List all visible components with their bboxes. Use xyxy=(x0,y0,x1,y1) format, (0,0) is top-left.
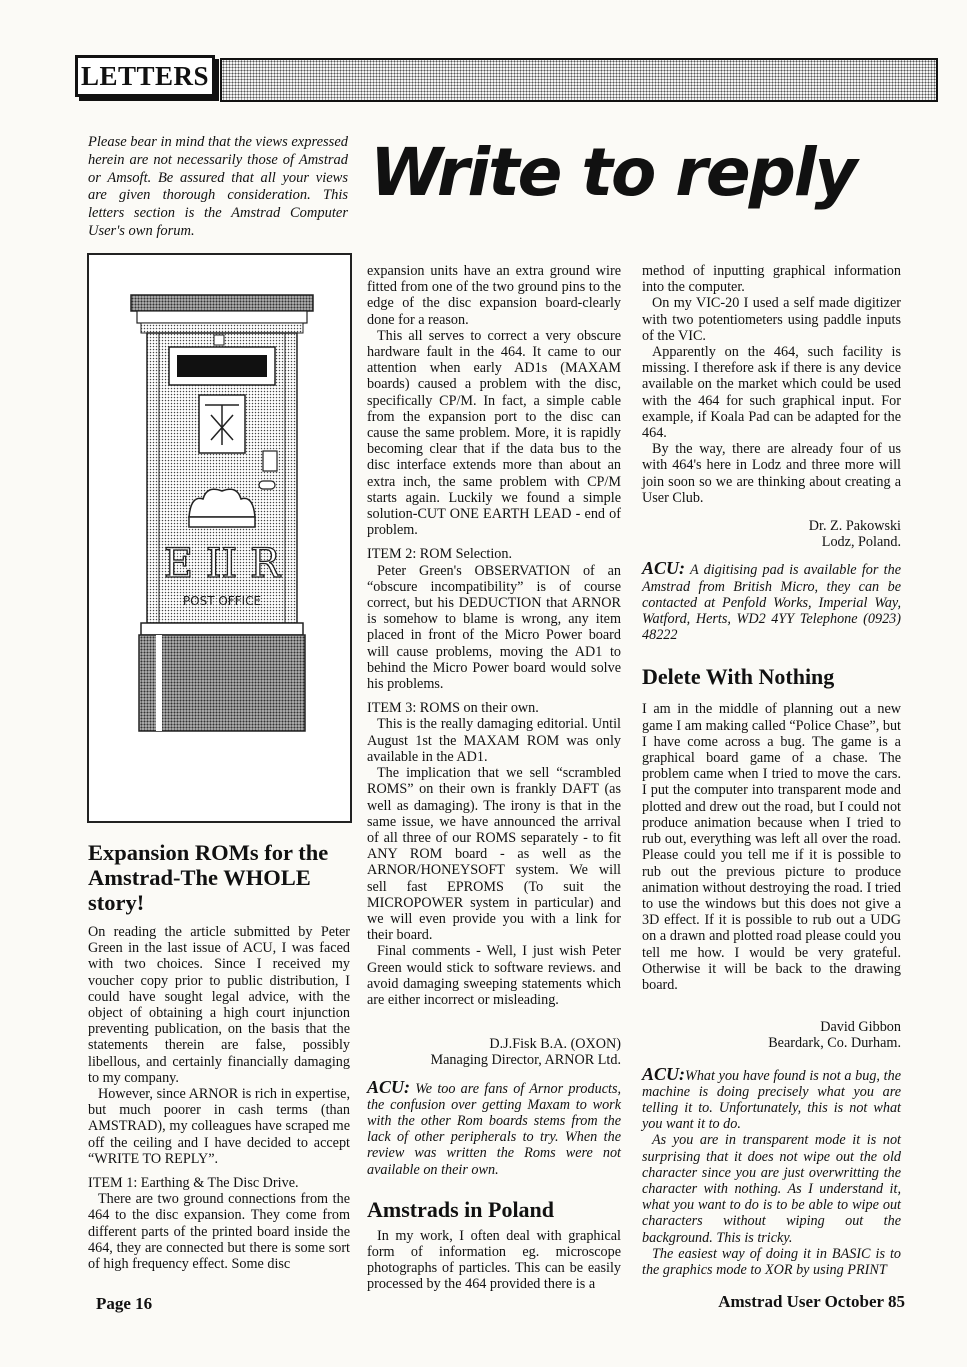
letter-2-heading: Amstrads in Poland xyxy=(367,1196,555,1222)
section-label: LETTERS xyxy=(75,55,215,97)
acu-label: ACU: xyxy=(642,558,686,579)
item-2-title: ITEM 2: ROM Selection. xyxy=(367,546,513,563)
page-title: Write to reply xyxy=(370,134,856,211)
item-1-title: ITEM 1: Earthing & The Disc Drive. xyxy=(88,1175,299,1192)
letter-2-signature-place: Lodz, Poland. xyxy=(821,534,901,551)
letter-2-para: In my work, I often deal with graphical form of information eg. microscope photographs of particles. This can be easily processed by the 464 provided there is a xyxy=(367,1227,621,1293)
acu-label: ACU: xyxy=(642,1063,686,1084)
letter-1-para: However, since ARNOR is rich in expertise, but much poorer in cash terms (than AMSTRAD), my colleagues have scraped me off the ceiling and I have decided to accept “WRITE TO REPLY”. xyxy=(88,1086,350,1167)
page-number: Page 16 xyxy=(96,1294,153,1313)
letter-3-heading: Delete With Nothing xyxy=(642,664,835,690)
item-3-para: The implication that we sell “scrambled ROMS” on their own is frankly DAFT (as well as damaging). The irony is that in the same issue, we have announced the arrival of all three of our ROMS separately - to fit ANY ROM board - as well as the ARNOR/HONEYSOFT system. We will sell fast EPROMS (To suit the MICROPOWER system in particular) and we will even provide you with a link for their board. xyxy=(367,765,621,944)
letter-1-heading: Expansion ROMs for the Amstrad-The WHOLE story! xyxy=(88,840,329,915)
royal-cipher: E II R xyxy=(163,541,281,587)
item-3-para: Final comments - Well, I just wish Peter Green would stick to software reviews. and avoid damaging sweeping statements which are either incorrect or misleading. xyxy=(367,943,621,1008)
letter-1-para: On reading the article submitted by Peter Green in the last issue of ACU, I was faced with two choices. Since I received my voucher copy prior to public distribution, I could have sought legal advice, with the object of obtaining a high court injunction preventing publication, on the basis that the statements therein are false, possibly libellous, and certainly financially damaging to my company. xyxy=(88,924,350,1086)
letter-2-continued: method of inputting graphical information into the computer. xyxy=(642,263,901,296)
editorial-disclaimer: Please bear in mind that the views expressed herein are not necessarily those of Amstrad or Amsoft. Be assured that all your views are given thorough consideration. This letters section is the Amstrad Computer User's own forum. xyxy=(88,134,349,239)
acu-label: ACU: xyxy=(367,1076,411,1097)
letter-3-reply-text: What you have found is not a bug, the machine is doing precisely what you are telling it to. Unfortunately, this is not what you want it to do. xyxy=(642,1067,901,1133)
letter-1-reply-text: We too are fans of Arnor products, the confusion over getting Maxam to work with the other Rom boards stems from the lack of other peripherals to try. When the review was written the Roms were not available on their own. xyxy=(367,1080,622,1178)
post-box-image xyxy=(89,255,350,821)
post-office-text: POST OFFICE xyxy=(182,594,262,608)
letter-2-signature-name: Dr. Z. Pakowski xyxy=(808,518,901,535)
item-1-continued: expansion units have an extra ground wire fitted from one of the two ground pins to the edge of the disc expansion board-clearly done for a reason. xyxy=(367,263,621,328)
letter-2-reply xyxy=(642,560,901,643)
post-box-illustration xyxy=(87,253,352,823)
letter-2-para: On my VIC-20 I used a self made digitizer with two potentiometers using paddle inputs of the VIC. xyxy=(642,295,901,344)
letter-1-reply xyxy=(367,1076,622,1178)
letter-2-para: Apparently on the 464, such facility is missing. I therefore ask if there is any device available on the market which could be used with the 464 for such graphical input. For example, if Koala Pad can be adapted for the 464. xyxy=(642,344,901,442)
item-2-text: Peter Green's OBSERVATION of an “obscure incompatibility” is of course correct, but his DEDUCTION that ARNOR is somehow to blame is wrong, any item placed in front of the Micro Power board will cause problems, moving the AD1 to behind the Micro Power board would solve his problems. xyxy=(367,562,621,693)
column-2 xyxy=(367,263,621,1293)
issue-label: Amstrad User October 85 xyxy=(718,1292,905,1311)
item-1-para: This all serves to correct a very obscure hardware fault in the 464. It came to our attention when early AD1s (MAXAM boards) caused a problem with the disc, specifically CP/M. In fact, a simple cable from the expansion port to the disc can cause the same problem. More, it is rapidly becoming clear that if the data bus to the disc interface extends more than about an extra inch, the same problem with CP/M starts again. Luckily we found a simple solution-CUT ONE EARTH LEAD - end of problem. xyxy=(367,327,621,539)
section-header-band xyxy=(220,58,938,102)
item-3-title: ITEM 3: ROMS on their own. xyxy=(367,700,539,717)
letter-3-body: I am in the middle of planning out a new game I am making called “Police Chase”, but I have come across a bug. The game is a graphical board game of a chase. The problem came when I tried to move the cars. I put the computer into transparent mode and plotted and drew out the road, but I could not produce animation because when I tried to rub out, everything was left all over the road. Please could you tell me if it is possible to rub out the previous picture to produce animation without destroying the road. I tried to use the windows but this does not give a 3D effect. If it is possible to rub out a UDG on a drawn and plotted road please could you tell me how. I would be very grateful. Otherwise it will be back to the drawing board. xyxy=(642,701,901,993)
column-3 xyxy=(642,263,901,1278)
letter-3-signature-name: David Gibbon xyxy=(820,1019,901,1036)
item-1-text: There are two ground connections from the 464 to the disc expansion. They come from different parts of the printed board inside the 464, they are connected but there is some sort of high frequency effect. Some disc xyxy=(88,1191,350,1273)
letter-3-signature-place: Beardark, Co. Durham. xyxy=(768,1035,901,1052)
letter-1-signature-name: D.J.Fisk B.A. (OXON) xyxy=(489,1036,621,1053)
column-1 xyxy=(88,840,350,1272)
letter-2-para: By the way, there are already four of us with 464's here in Lodz and three more will join soon so we are thinking about creating a User Club. xyxy=(642,441,901,506)
letter-3-reply-para: The easiest way of doing it in BASIC is to the graphics mode to XOR by using PRINT xyxy=(642,1245,901,1278)
item-3-para: This is the really damaging editorial. Until August 1st the MAXAM ROM was only available in the AD1. xyxy=(367,716,621,765)
letter-3-reply xyxy=(642,1063,901,1133)
letter-2-reply-text: A digitising pad is available for the Amstrad from British Micro, they can be contacted at Penfold Works, Imperial Way, Watford, Herts, WD2 4YY Telephone (0923) 48222 xyxy=(642,562,901,644)
letter-1-signature-title: Managing Director, ARNOR Ltd. xyxy=(430,1052,621,1069)
letter-3-reply-para: As you are in transparent mode it is not surprising that it does not wipe out the old character since you are just overwritting the character with nothing. As I understand it, what you want to do is to be able to wipe out characters without wiping out the background. This is tricky. xyxy=(642,1132,901,1246)
